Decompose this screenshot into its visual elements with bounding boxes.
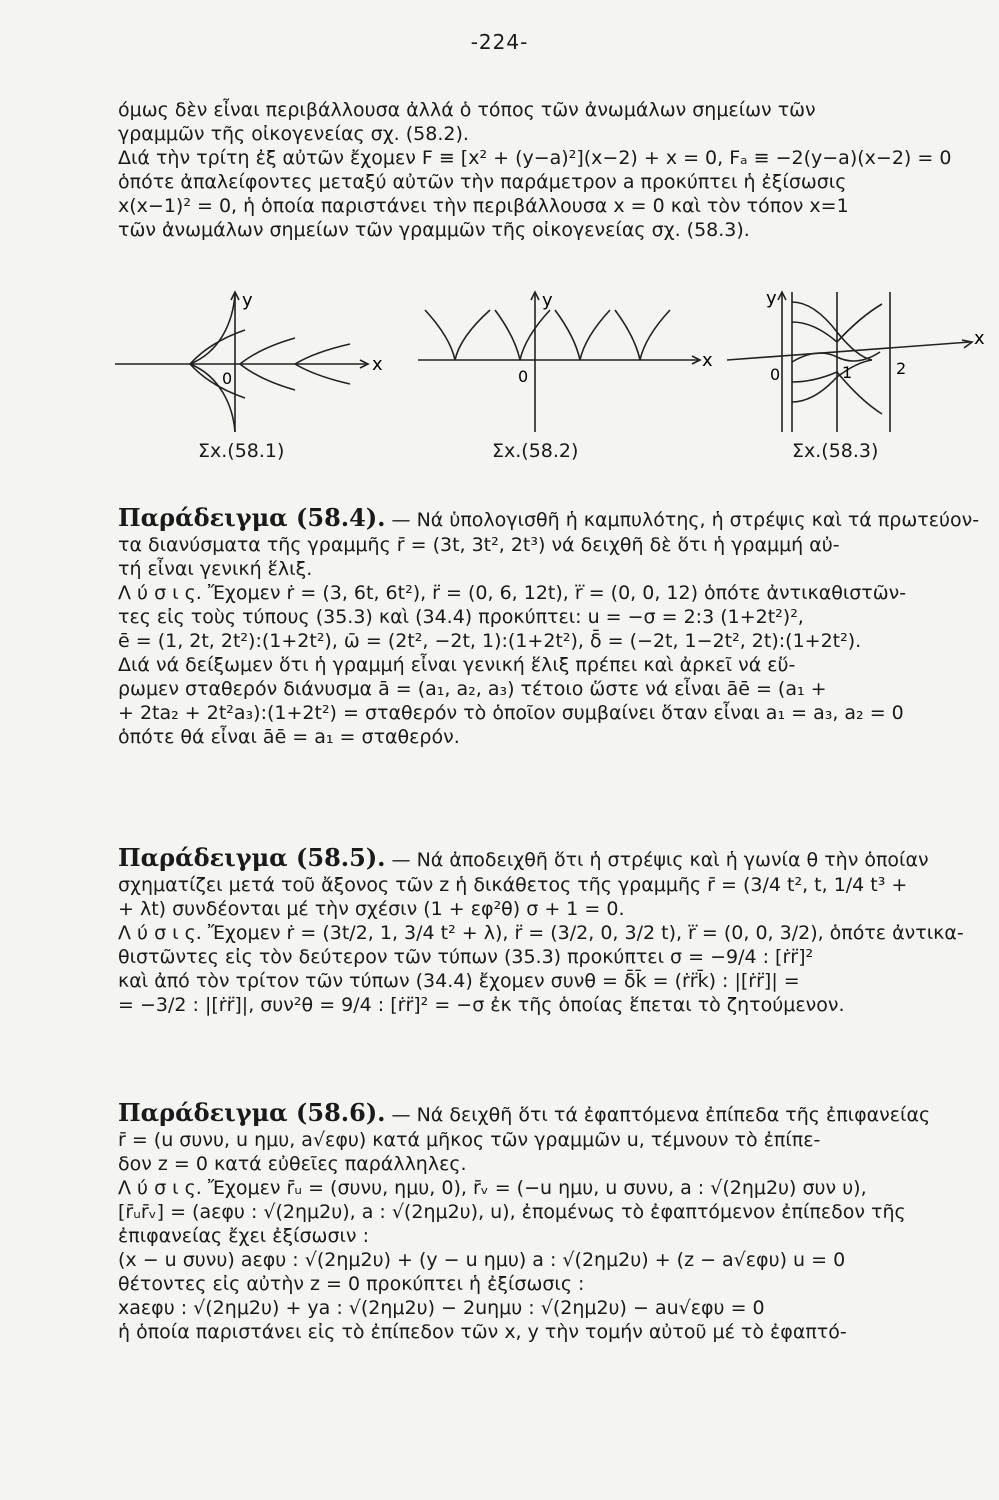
origin-label: 0 [222, 369, 233, 388]
text-span: — Νά ὑπολογισθῆ ἡ καμπυλότης, ἡ στρέψις καὶ τά πρωτεύον- [391, 509, 980, 531]
family-curve [190, 364, 245, 398]
text-line: Λ ύ σ ι ς. Ἔχομεν ṙ = (3t/2, 1, 3/4 t² + λ), r̈ = (3/2, 0, 3/2 t), r⃛ = (0, 0, 3/2), ὁπότε ἀντικα- [118, 922, 964, 944]
origin-label: 0 [770, 365, 781, 384]
family-curve [295, 344, 350, 364]
text-line: ρωμεν σταθερόν διάνυσμα ā = (a₁, a₂, a₃) τέτοιο ὥστε νά εἶναι āē = (a₁ + [118, 678, 827, 700]
intro-paragraph [118, 98, 978, 242]
example-heading: Παράδειγμα (58.6). [118, 1098, 386, 1127]
example-heading: Παράδειγμα (58.5). [118, 843, 386, 872]
text-line: θέτοντες εἰς αὐτὴν z = 0 προκύπτει ἡ ἐξίσωσις : [118, 1273, 585, 1295]
text-line: [r̄ᵤr̄ᵥ] = (aεφυ : √(2ημ2υ), a : √(2ημ2υ), u), ἐπομένως τὸ ἐφαπτόμενον ἐπίπεδον τῆς [118, 1201, 906, 1223]
example-58-4 [118, 505, 978, 749]
text-line: ὁπότε θά εἶναι āē = a₁ = σταθερόν. [118, 726, 460, 748]
figure-caption: Σx.(58.3) [792, 440, 879, 462]
text-line: ἐπιφανείας ἔχει ἐξίσωσιν : [118, 1225, 369, 1247]
family-curve [615, 310, 670, 360]
figure-58-1 [110, 282, 390, 442]
family-curve [190, 330, 245, 364]
figure-caption: Σx.(58.2) [492, 440, 579, 462]
text-span: — Νά ἀποδειχθῆ ὅτι ἡ στρέψις καὶ ἡ γωνία θ τὴν ὁποίαν [391, 849, 929, 871]
family-curve [295, 364, 350, 384]
text-line: Διά τὴν τρίτη ἐξ αὐτῶν ἔχομεν F ≡ [x² + (y−a)²](x−2) + x = 0, Fₐ ≡ −2(y−a)(x−2) = 0 [118, 147, 952, 169]
origin-label: 0 [518, 367, 529, 386]
text-line: τα διανύσματα τῆς γραμμῆς r̄ = (3t, 3t², 2t³) νά δειχθῆ δὲ ὅτι ἡ γραμμή αὐ- [118, 534, 840, 556]
figure-row [110, 282, 990, 472]
family-curve [240, 338, 295, 364]
text-line: Λ ύ σ ι ς. Ἔχομεν ṙ = (3, 6t, 6t²), r̈ = (0, 6, 12t), r⃛ = (0, 0, 12) ὁπότε ἀντικαθιστῶν- [118, 582, 907, 604]
text-line [118, 1100, 978, 1128]
text-line [118, 845, 978, 873]
y-label: y [542, 290, 553, 311]
tick-label-1: 1 [842, 363, 853, 382]
text-line: + 2ta₂ + 2t²a₃):(1+2t²) = σταθερόν τὸ ὁποῖον συμβαίνει ὅταν εἶναι a₁ = a₃, a₂ = 0 [118, 702, 904, 724]
figure-58-2 [410, 282, 713, 442]
text-line: τες εἰς τοὺς τύπους (35.3) καὶ (34.4) προκύπτει: u = −σ = 2:3 (1+2t²)², [118, 606, 804, 628]
text-line: τή εἶναι γενική ἕλιξ. [118, 558, 313, 580]
text-line: + λt) συνδέονται μέ τὴν σχέσιν (1 + εφ²θ) σ + 1 = 0. [118, 898, 625, 920]
text-line: τῶν ἀνωμάλων σημείων τῶν γραμμῶν τῆς οἰκογενείας σχ. (58.3). [118, 219, 750, 241]
text-line: ὁπότε ἀπαλείφοντες μεταξύ αὐτῶν τὴν παράμετρον a προκύπτει ἡ ἐξίσωσις [118, 171, 847, 193]
x-label: x [372, 354, 383, 375]
text-line: xaεφυ : √(2ημ2υ) + ya : √(2ημ2υ) − 2uημυ : √(2ημ2υ) − au√εφυ = 0 [118, 1297, 765, 1319]
example-58-5 [118, 845, 978, 1017]
example-58-6 [118, 1100, 978, 1344]
text-span: — Νά δειχθῆ ὅτι τά ἐφαπτόμενα ἐπίπεδα τῆς ἐπιφανείας [391, 1104, 931, 1126]
figure-58-3 [722, 282, 990, 442]
text-line: = −3/2 : |[ṙr̈]|, συν²θ = 9/4 : [ṙr̈]² = −σ ἐκ τῆς ὁποίας ἕπεται τὸ ζητούμενον. [118, 994, 845, 1016]
family-curve [555, 310, 610, 360]
text-line: ē = (1, 2t, 2t²):(1+2t²), ω̄ = (2t², −2t, 1):(1+2t²), δ̄ = (−2t, 1−2t², 2t):(1+2t²). [118, 630, 862, 652]
text-line: Λ ύ σ ι ς. Ἔχομεν r̄ᵤ = (συνυ, ημυ, 0), r̄ᵥ = (−u ημυ, u συνυ, a : √(2ημ2υ) συν υ), [118, 1177, 867, 1199]
text-line: x(x−1)² = 0, ἡ ὁποία παριστάνει τὴν περιβάλλουσα x = 0 καὶ τὸν τόπον x=1 [118, 195, 849, 217]
text-line: όμως δὲν εἶναι περιβάλλουσα ἀλλά ὁ τόπος τῶν ἀνωμάλων σημείων τῶν [118, 99, 816, 121]
text-line: γραμμῶν τῆς οἰκογενείας σχ. (58.2). [118, 123, 469, 145]
text-line: σχηματίζει μετά τοῦ ἄξονος τῶν z ἡ δικάθετος τῆς γραμμῆς r̄ = (3/4 t², t, 1/4 t³ + [118, 874, 908, 896]
page-number: -224- [470, 30, 529, 54]
text-line: (x − u συνυ) aεφυ : √(2ημ2υ) + (y − u ημυ) a : √(2ημ2υ) + (z − a√εφυ) u = 0 [118, 1249, 846, 1271]
text-line: θιστῶντες εἰς τὸν δεύτερον τῶν τύπων (35.3) προκύπτει σ = −9/4 : [ṙr̈]² [118, 946, 814, 968]
example-heading: Παράδειγμα (58.4). [118, 503, 386, 532]
envelope-curve [190, 294, 235, 432]
x-label: x [702, 350, 713, 371]
text-line: r̄ = (u συνυ, u ημυ, a√εφυ) κατά μῆκος τῶν γραμμῶν u, τέμνουν τὸ ἐπίπε- [118, 1129, 821, 1151]
text-line [118, 505, 978, 533]
family-curve [495, 310, 550, 360]
text-line: δον z = 0 κατά εὐθεῖες παράλληλες. [118, 1153, 467, 1175]
x-axis-arrow [962, 340, 972, 348]
text-line: καὶ ἀπό τὸν τρίτον τῶν τύπων (34.4) ἔχομεν συνθ = δ̄k̄ = (ṙr̈k̄) : |[ṙr̈]| = [118, 970, 800, 992]
text-line: Διά νά δείξωμεν ὅτι ἡ γραμμή εἶναι γενική ἕλιξ πρέπει καὶ ἀρκεῖ νά εὕ- [118, 654, 796, 676]
figure-caption: Σx.(58.1) [198, 440, 285, 462]
text-line: ἡ ὁποία παριστάνει εἰς τὸ ἐπίπεδον τῶν x, y τὴν τομήν αὐτοῦ μέ τὸ ἐφαπτό- [118, 1321, 847, 1343]
y-label: y [766, 288, 777, 309]
x-label: x [974, 328, 985, 349]
family-curve [792, 302, 872, 360]
y-label: y [242, 290, 253, 311]
family-curve [425, 310, 490, 360]
tick-label-2: 2 [896, 359, 907, 378]
family-curve [240, 364, 295, 390]
